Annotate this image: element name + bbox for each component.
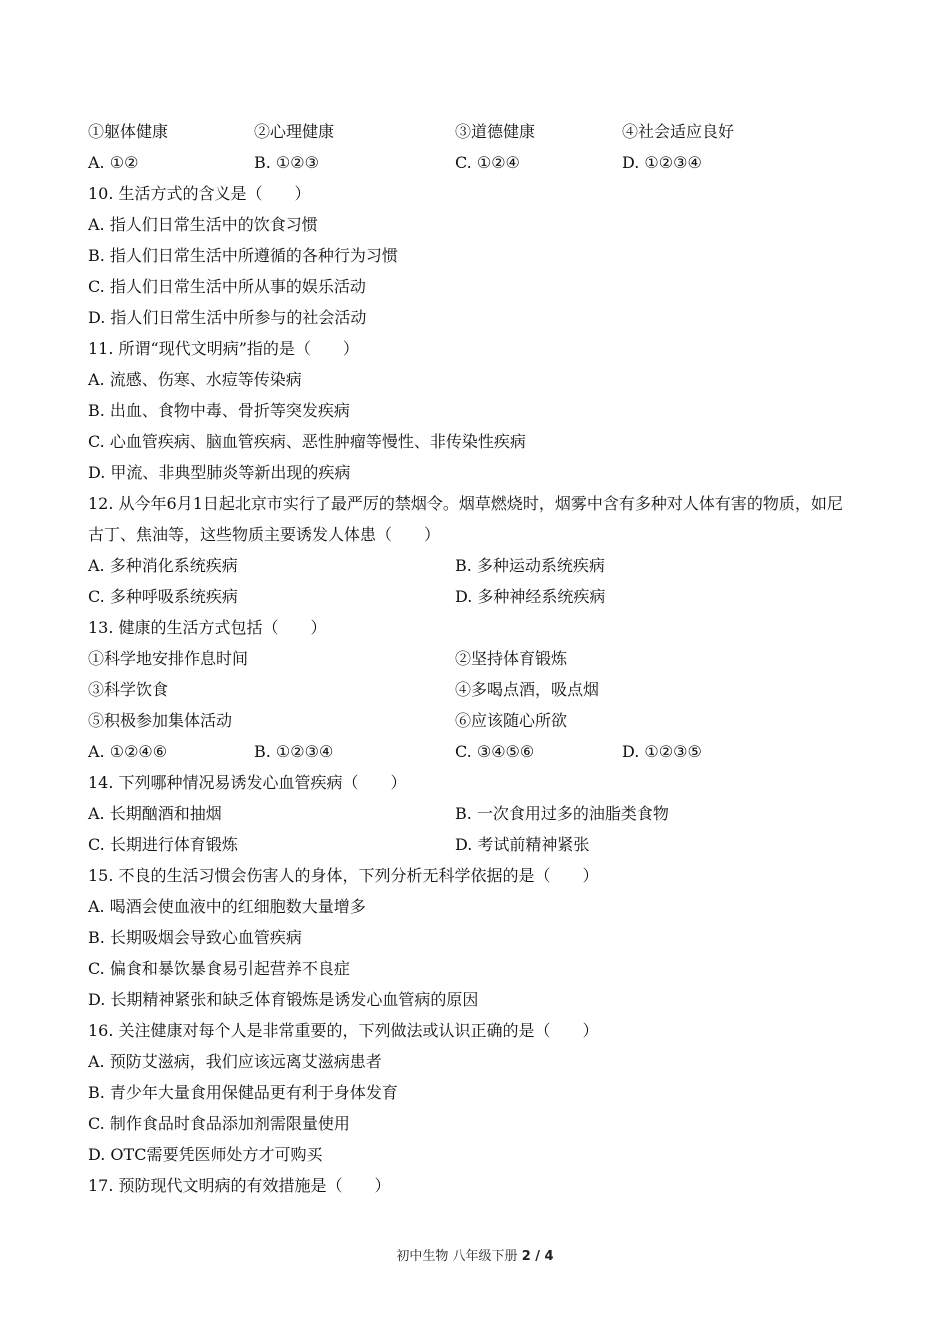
- q16-option-d: D. OTC需要凭医师处方才可购买: [88, 1145, 323, 1164]
- q15-option-d: D. 长期精神紧张和缺乏体育锻炼是诱发心血管病的原因: [88, 990, 479, 1009]
- q14-option-b: B. 一次食用过多的油脂类食物: [455, 804, 669, 823]
- q9-answer-c: C. ①②④: [455, 153, 520, 172]
- q13-item-5: ⑤积极参加集体活动: [88, 711, 233, 730]
- page-footer: [0, 1245, 950, 1264]
- q11-option-c: C. 心血管疾病、脑血管疾病、恶性肿瘤等慢性、非传染性疾病: [88, 432, 526, 451]
- q9-answer-d: D. ①②③④: [622, 153, 702, 172]
- q15-option-a: A. 喝酒会使血液中的红细胞数大量增多: [88, 897, 366, 916]
- q13-answer-c: C. ③④⑤⑥: [455, 742, 535, 761]
- q10-stem: 10. 生活方式的含义是（ ）: [88, 184, 311, 203]
- q11-option-b: B. 出血、食物中毒、骨折等突发疾病: [88, 401, 350, 420]
- q15-option-c: C. 偏食和暴饮暴食易引起营养不良症: [88, 959, 350, 978]
- q10-option-b: B. 指人们日常生活中所遵循的各种行为习惯: [88, 246, 398, 265]
- q12-options-row2: [88, 581, 878, 612]
- q16-option-b: B. 青少年大量食用保健品更有利于身体发育: [88, 1083, 398, 1102]
- q9-option-1: ①躯体健康: [88, 122, 169, 141]
- q16-option-c: C. 制作食品时食品添加剂需限量使用: [88, 1114, 350, 1133]
- q12-option-a: A. 多种消化系统疾病: [88, 556, 238, 575]
- q14-options-row1: [88, 798, 878, 829]
- q15-stem: 15. 不良的生活习惯会伤害人的身体，下列分析无科学依据的是（ ）: [88, 866, 599, 885]
- q13-items-row1: [88, 643, 878, 674]
- q12-option-d: D. 多种神经系统疾病: [455, 587, 606, 606]
- q13-answer-a: A. ①②④⑥: [88, 742, 168, 761]
- q14-option-a: A. 长期酗酒和抽烟: [88, 804, 222, 823]
- q9-option-4: ④社会适应良好: [622, 122, 735, 141]
- q13-stem: 13. 健康的生活方式包括（ ）: [88, 618, 327, 637]
- q9-answers-row: [88, 147, 878, 178]
- q10-option-c: C. 指人们日常生活中所从事的娱乐活动: [88, 277, 366, 296]
- q10-option-d: D. 指人们日常生活中所参与的社会活动: [88, 308, 367, 327]
- q9-option-3: ③道德健康: [455, 122, 536, 141]
- q13-item-6: ⑥应该随心所欲: [455, 711, 568, 730]
- q15-option-b: B. 长期吸烟会导致心血管疾病: [88, 928, 302, 947]
- q14-option-c: C. 长期进行体育锻炼: [88, 835, 238, 854]
- q13-answer-b: B. ①②③④: [254, 742, 334, 761]
- q16-option-a: A. 预防艾滋病，我们应该远离艾滋病患者: [88, 1052, 382, 1071]
- q11-stem: 11. 所谓“现代文明病”指的是（ ）: [88, 339, 359, 358]
- q12-options-row1: [88, 550, 878, 581]
- q9-answer-b: B. ①②③: [254, 153, 319, 172]
- q10-option-a: A. 指人们日常生活中的饮食习惯: [88, 215, 318, 234]
- q13-answers-row: [88, 736, 878, 767]
- q13-item-4: ④多喝点酒，吸点烟: [455, 680, 600, 699]
- q12-option-b: B. 多种运动系统疾病: [455, 556, 605, 575]
- q17-stem: 17. 预防现代文明病的有效措施是（ ）: [88, 1176, 391, 1195]
- q13-items-row3: [88, 705, 878, 736]
- q14-options-row2: [88, 829, 878, 860]
- q11-option-a: A. 流感、伤寒、水痘等传染病: [88, 370, 302, 389]
- q12-stem-line1: 12. 从今年6月1日起北京市实行了最严厉的禁烟令。烟草燃烧时，烟雾中含有多种对人体有害的物质，如尼: [88, 494, 843, 513]
- q14-option-d: D. 考试前精神紧张: [455, 835, 590, 854]
- q16-stem: 16. 关注健康对每个人是非常重要的，下列做法或认识正确的是（ ）: [88, 1021, 599, 1040]
- page-number: 2 / 4: [521, 1249, 554, 1264]
- q13-item-3: ③科学饮食: [88, 680, 169, 699]
- q12-stem-line2: 古丁、焦油等，这些物质主要诱发人体患（ ）: [88, 525, 441, 544]
- q13-items-row2: [88, 674, 878, 705]
- q9-options-row: [88, 116, 878, 147]
- q9-answer-a: A. ①②: [88, 153, 139, 172]
- q9-option-2: ②心理健康: [254, 122, 335, 141]
- footer-text: 初中生物 八年级下册: [396, 1249, 518, 1264]
- q13-item-2: ②坚持体育锻炼: [455, 649, 568, 668]
- exam-page: [88, 116, 878, 1201]
- q14-stem: 14. 下列哪种情况易诱发心血管疾病（ ）: [88, 773, 407, 792]
- q13-item-1: ①科学地安排作息时间: [88, 649, 249, 668]
- q13-answer-d: D. ①②③⑤: [622, 742, 702, 761]
- q12-option-c: C. 多种呼吸系统疾病: [88, 587, 238, 606]
- q11-option-d: D. 甲流、非典型肺炎等新出现的疾病: [88, 463, 351, 482]
